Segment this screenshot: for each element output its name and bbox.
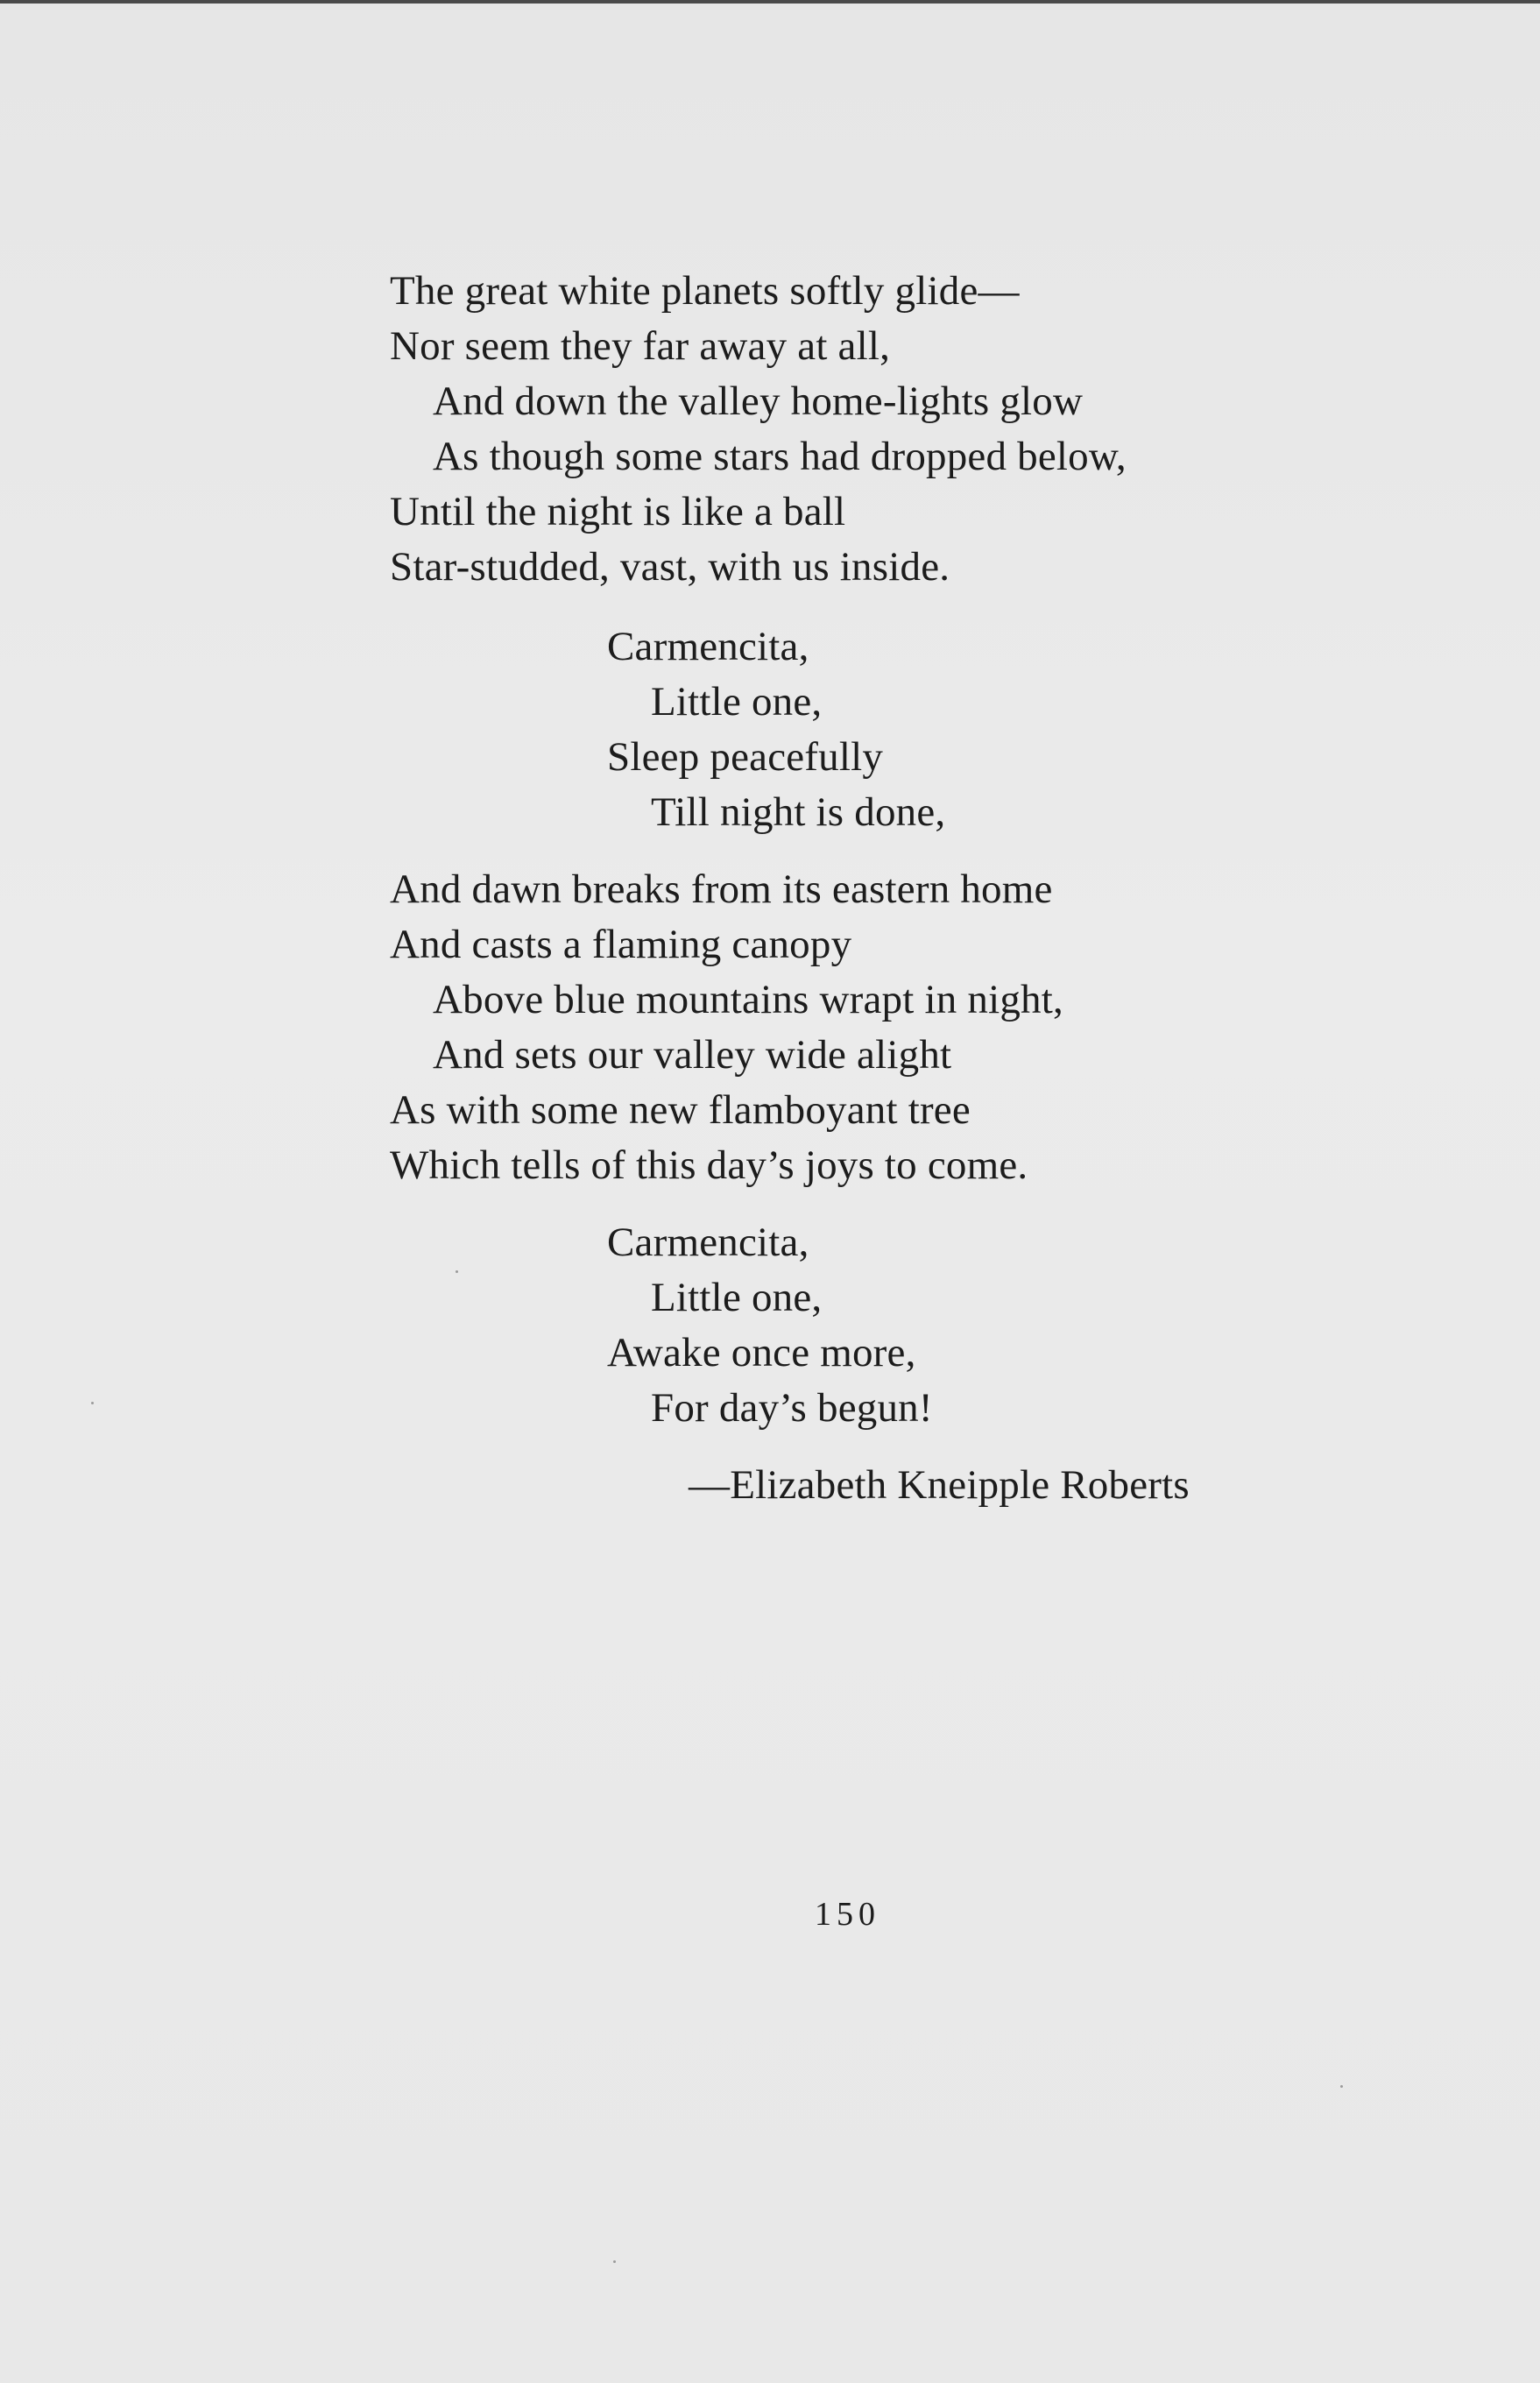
page-top-edge [0,0,1540,4]
author-attribution: —Elizabeth Kneipple Roberts [689,1462,1190,1508]
refrain-line: Little one, [651,1275,823,1320]
poem-line: As though some stars had dropped below, [433,434,1127,479]
refrain-line: Sleep peacefully [607,734,884,780]
poem-line: Until the night is like a ball [390,489,846,534]
poem-line: And down the valley home-lights glow [433,378,1084,424]
paper-speck [91,1402,94,1404]
poem-line: The great white planets softly glide— [390,268,1020,314]
refrain-line: Till night is done, [651,789,946,835]
refrain-line: Awake once more, [607,1330,916,1375]
poem-line: Which tells of this day’s joys to come. [390,1142,1028,1188]
paper-speck [456,1270,458,1273]
refrain-line: Carmencita, [607,624,809,669]
poem-line: Star-studded, vast, with us inside. [390,544,950,590]
poem-line: Nor seem they far away at all, [390,323,891,369]
poem-line: And dawn breaks from its eastern home [390,866,1053,912]
paper-speck [613,2260,616,2263]
refrain-line: For day’s begun! [651,1385,933,1431]
refrain-line: Little one, [651,679,823,725]
page-number: 150 [815,1896,880,1933]
paper-speck [1340,2085,1343,2088]
poem-line: And casts a flaming canopy [390,922,852,967]
refrain-line: Carmencita, [607,1220,809,1265]
poem-line: As with some new flamboyant tree [390,1087,971,1133]
poem-line: Above blue mountains wrapt in night, [433,977,1063,1022]
poem-line: And sets our valley wide alight [433,1032,952,1078]
